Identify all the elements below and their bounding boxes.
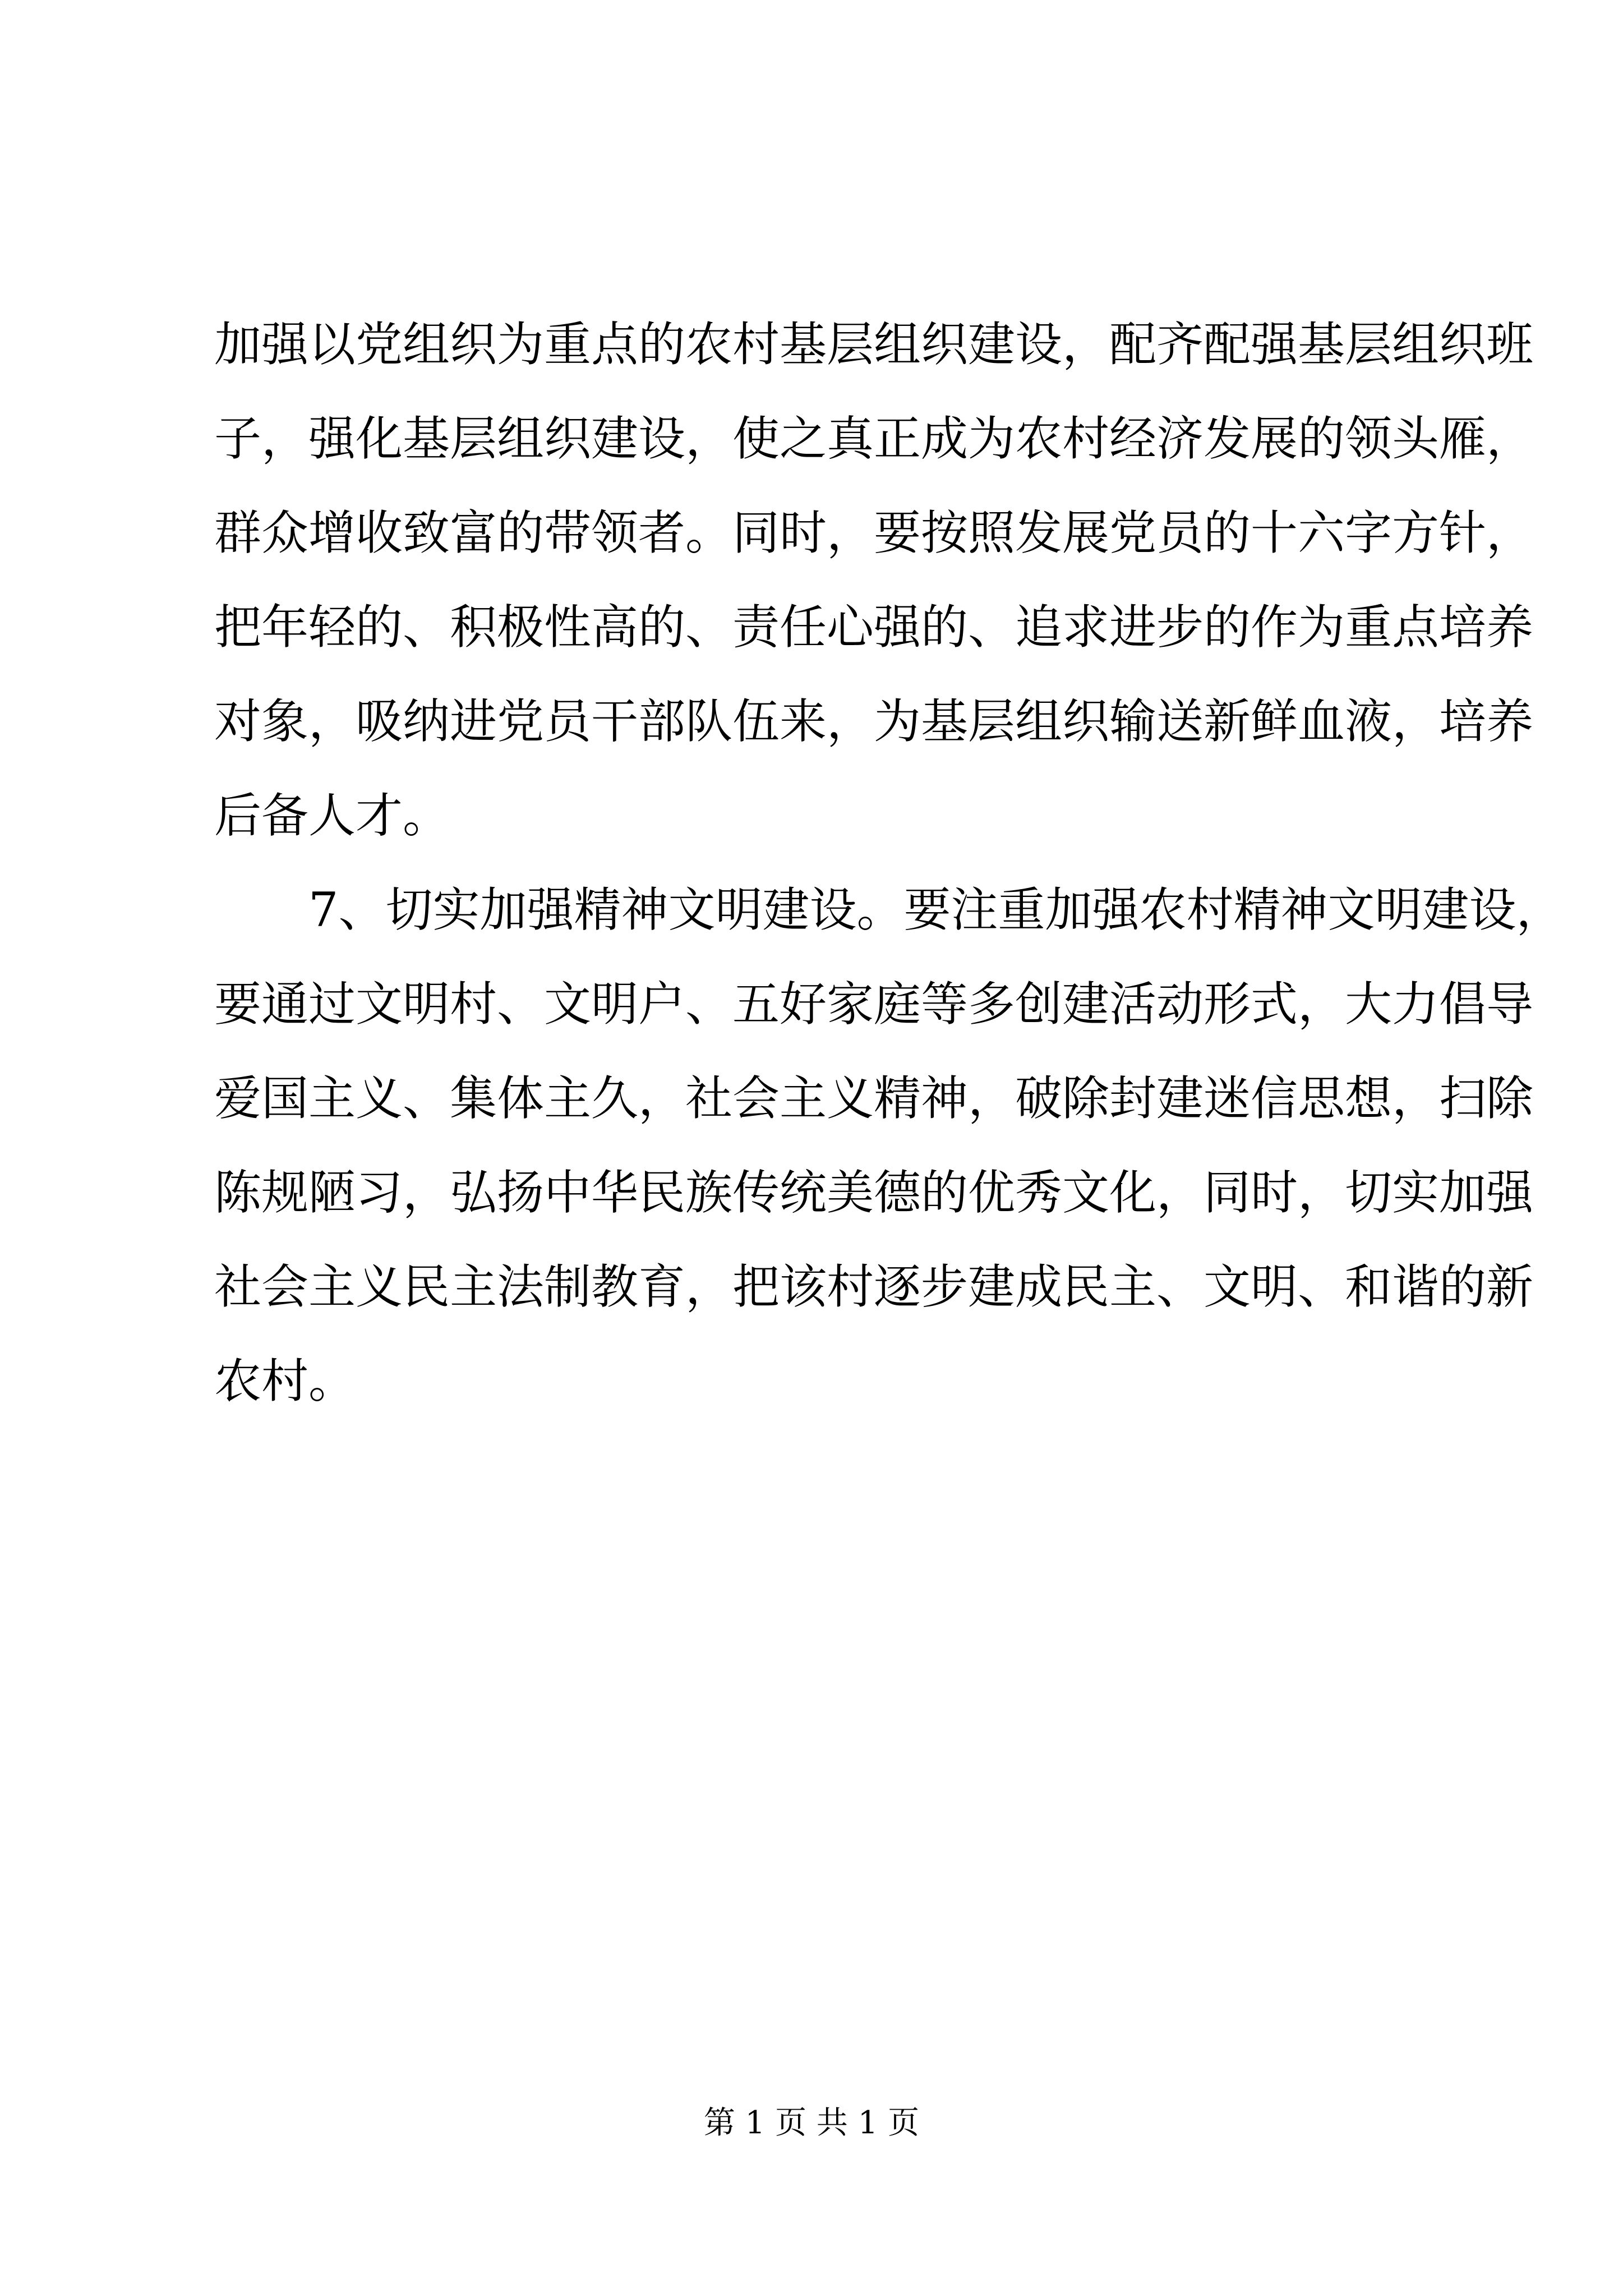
text-line: 陈规陋习，弘扬中华民族传统美德的优秀文化，同时，切实加强 [214, 1165, 1534, 1220]
text-line: 后备人才。 [214, 788, 450, 843]
paragraph-1 [214, 297, 1534, 863]
text-line: 把年轻的、积极性高的、责任心强的、追求进步的作为重点培养 [214, 600, 1534, 655]
text-line: 对象，吸纳进党员干部队伍来，为基层组织输送新鲜血液，培养 [214, 694, 1534, 749]
text-line: 群众增收致富的带领者。同时，要按照发展党员的十六字方针， [214, 505, 1534, 560]
page-number-label: 第 1 页 共 1 页 [703, 2105, 920, 2141]
text-line: 社会主义民主法制教育，把该村逐步建成民主、文明、和谐的新 [214, 1259, 1534, 1314]
text-line: 7、切实加强精神文明建设。要注重加强农村精神文明建设， [308, 882, 1564, 937]
paragraph-2 [214, 863, 1564, 1428]
text-line: 加强以党组织为重点的农村基层组织建设，配齐配强基层组织班 [214, 317, 1534, 372]
text-line: 爱国主义、集体主久，社会主义精神，破除封建迷信思想，扫除 [214, 1071, 1534, 1126]
document-body [214, 297, 1564, 1428]
page-footer [0, 2101, 1623, 2146]
text-line: 农村。 [214, 1354, 356, 1409]
text-line: 子，强化基层组织建设，使之真正成为农村经济发展的领头雁， [214, 411, 1534, 466]
text-line: 要通过文明村、文明户、五好家庭等多创建活动形式，大力倡导 [214, 977, 1534, 1032]
